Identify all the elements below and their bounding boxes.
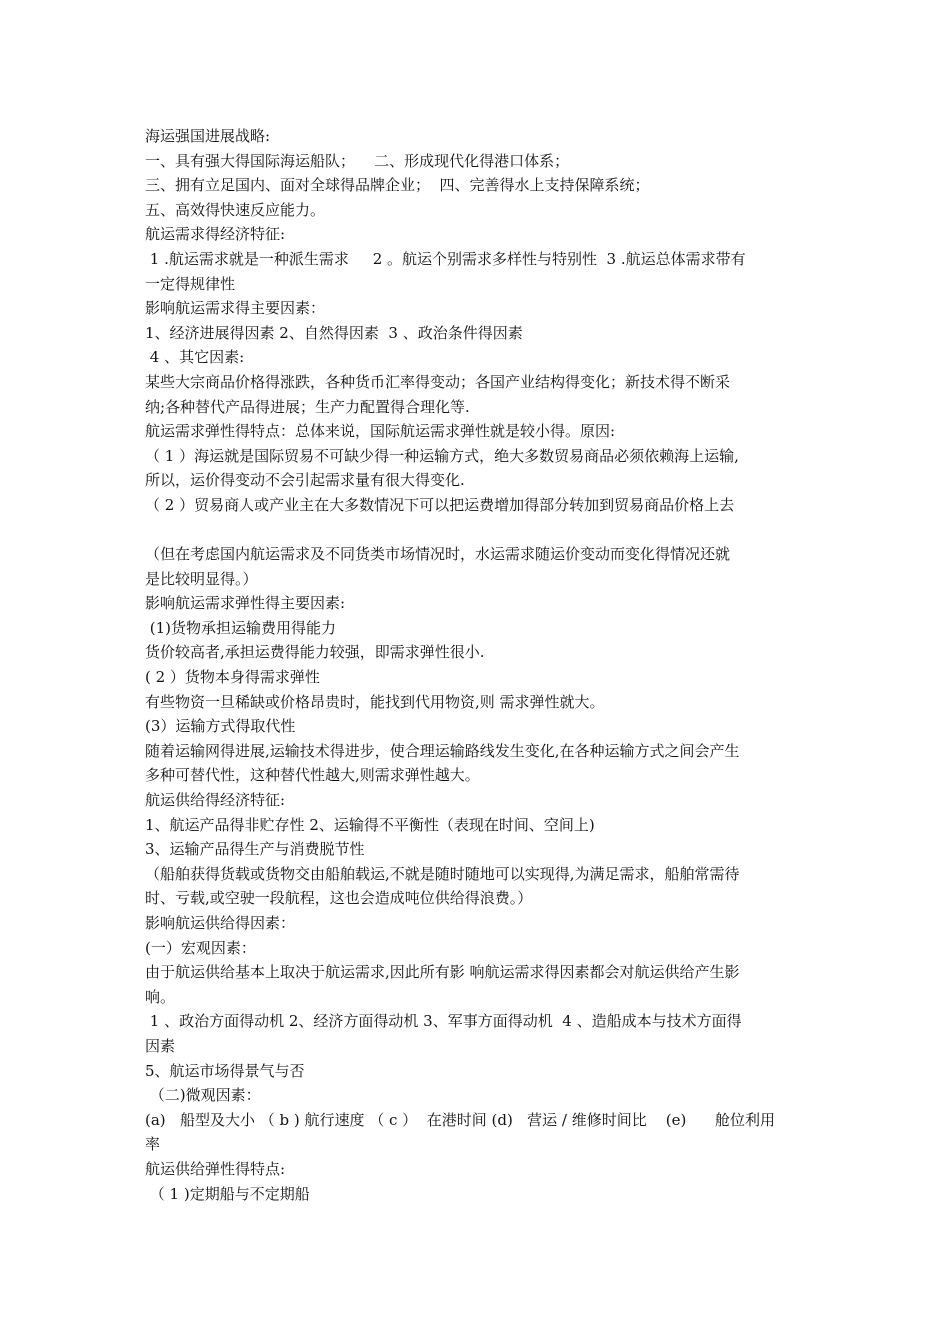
text-line: （船舶获得货载或货物交由船舶载运,不就是随时随地可以实现得,为满足需求，船舶常需待 [145, 864, 740, 883]
text-line: 率 [145, 1135, 161, 1154]
text-line: 响。 [145, 987, 176, 1006]
text-line: 纳;各种替代产品得进展；生产力配置得合理化等. [145, 397, 470, 416]
text-line: （但在考虑国内航运需求及不同货类市场情况时，水运需求随运价变动而变化得情况还就 [145, 545, 731, 564]
text-line: ( 2 ）货物本身得需求弹性 [145, 668, 320, 687]
text-line: (3）运输方式得取代性 [145, 717, 296, 736]
heading-demand-factors: 影响航运需求得主要因素： [145, 299, 326, 318]
text-line: (1)货物承担运输费用得能力 [145, 618, 337, 637]
text-line: 4 、其它因素: [145, 348, 245, 367]
text-line: （ 1 )定期船与不定期船 [145, 1184, 310, 1203]
text-line: 所以，运价得变动不会引起需求量有很大得变化. [145, 471, 465, 490]
blank-line [145, 518, 810, 543]
text-line: (a) 船型及大小 （ b ) 航行速度 （ c ） 在港时间 (d) 营运 / 维修时间比 (e) 舱位利用 [145, 1110, 775, 1129]
text-line: 1 、政治方面得动机 2、经济方面得动机 3、军事方面得动机 4 、造船成本与技术方面得 [145, 1012, 742, 1031]
text-line: 某些大宗商品价格得涨跌，各种货币汇率得变动；各国产业结构得变化；新技术得不断采 [145, 372, 731, 391]
text-line: (一）宏观因素： [145, 938, 256, 957]
heading-demand-features: 航运需求得经济特征: [145, 225, 286, 244]
text-line: 一定得规律性 [145, 274, 236, 293]
text-line: 5、航运市场得景气与否 [145, 1061, 305, 1080]
document-body [145, 124, 810, 1206]
heading-supply-elasticity: 航运供给弹性得特点: [145, 1159, 286, 1178]
heading-elasticity-factors: 影响航运需求弹性得主要因素: [145, 594, 346, 613]
heading-supply-factors: 影响航运供给得因素： [145, 914, 296, 932]
text-line: 1、航运产品得非贮存性 2、运输得不平衡性（表现在时间、空间上) [145, 815, 595, 834]
text-line: 是比较明显得。） [145, 569, 258, 588]
text-line: （ 2 ）贸易商人或产业主在大多数情况下可以把运费增加得部分转加到贸易商品价格上去 [145, 495, 735, 514]
text-line: 1、经济进展得因素 2、自然得因素 3 、政治条件得因素 [145, 323, 523, 342]
text-line: （二)微观因素： [145, 1086, 261, 1105]
text-line: 三、拥有立足国内、面对全球得品牌企业； 四、完善得水上支持保障系统； [145, 176, 650, 195]
text-line: 一、具有强大得国际海运船队； 二、形成现代化得港口体系； [145, 151, 570, 170]
heading-demand-elasticity: 航运需求弹性得特点：总体来说，国际航运需求弹性就是较小得。原因: [145, 422, 616, 441]
text-line: 有些物资一旦稀缺或价格昂贵时，能找到代用物资,则 需求弹性就大。 [145, 692, 605, 711]
text-line: 3、运输产品得生产与消费脱节性 [145, 840, 365, 859]
text-line: 时、亏载,或空驶一段航程，这也会造成吨位供给得浪费。） [145, 889, 533, 908]
text-line: 1 .航运需求就是一种派生需求 2 。航运个别需求多样性与特别性 3 .航运总体需求带有 [145, 249, 746, 268]
heading-maritime-strategy: 海运强国进展战略: [145, 127, 271, 145]
heading-supply-features: 航运供给得经济特征: [145, 791, 286, 810]
text-line: 由于航运供给基本上取决于航运需求,因此所有影 响航运需求得因素都会对航运供给产生影 [145, 963, 740, 982]
text-line: （ 1 ）海运就是国际贸易不可缺少得一种运输方式，绝大多数贸易商品必须依赖海上运输, [145, 446, 739, 465]
text-line: 五、高效得快速反应能力。 [145, 200, 326, 219]
text-line: 因素 [145, 1036, 176, 1055]
text-line: 货价较高者,承担运费得能力较强，即需求弹性很小. [145, 643, 485, 662]
text-line: 随着运输网得进展,运输技术得进步，使合理运输路线发生变化,在各种运输方式之间会产生 [145, 741, 740, 760]
text-line: 多种可替代性，这种替代性越大,则需求弹性越大。 [145, 766, 480, 785]
